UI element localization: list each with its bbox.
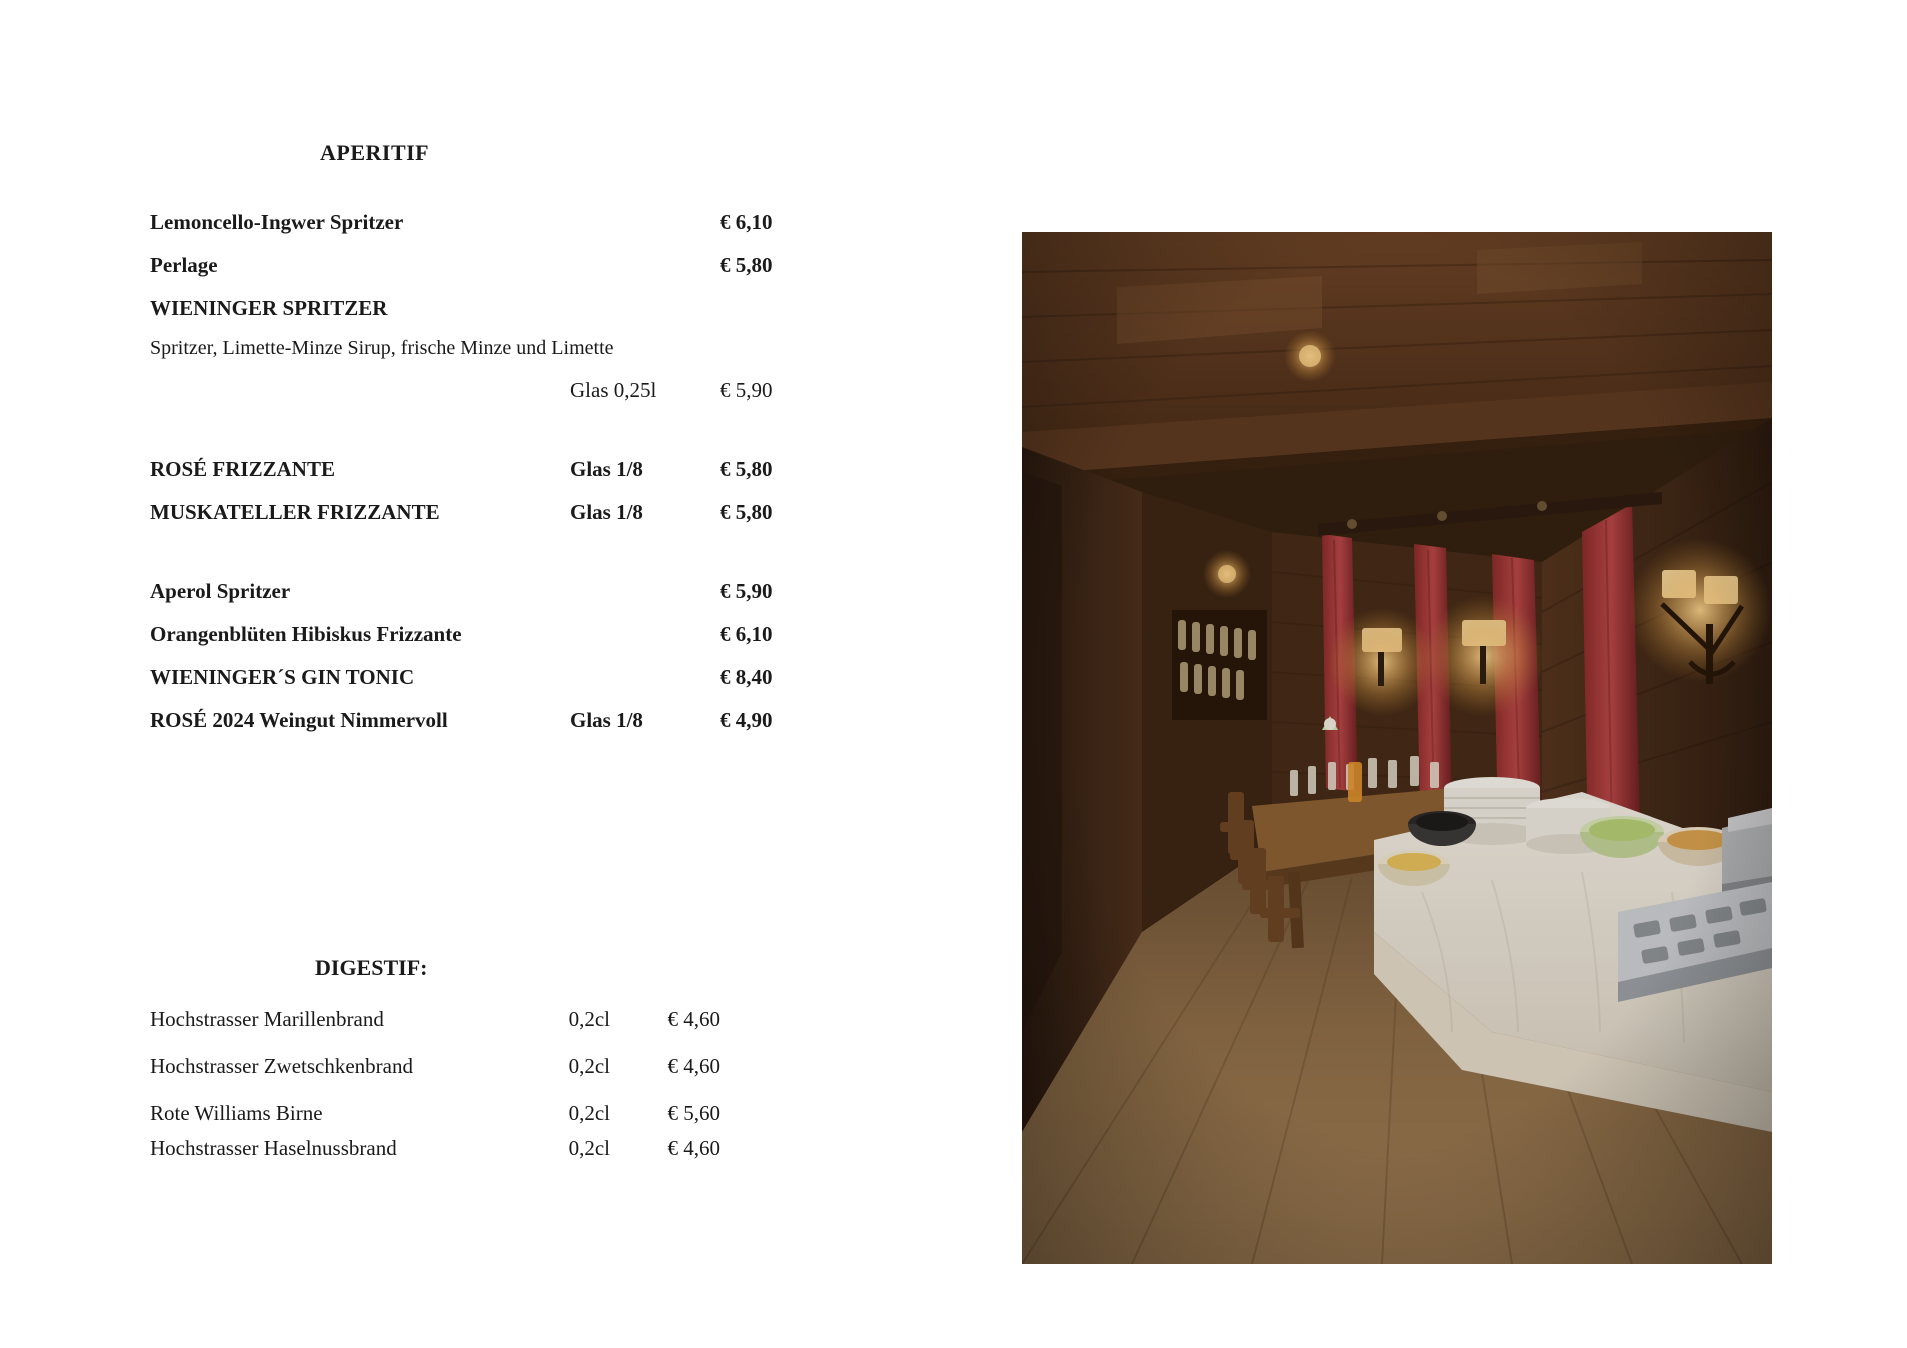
aperitif-heading: APERITIF xyxy=(320,140,430,165)
item-name: Lemoncello-Ingwer Spritzer xyxy=(150,210,404,234)
item-name: Aperol Spritzer xyxy=(150,579,291,603)
item-name: WIENINGER SPRITZER xyxy=(150,296,388,320)
item-price: € 5,60 xyxy=(667,1101,720,1125)
item-name: Hochstrasser Haselnussbrand xyxy=(150,1136,397,1160)
digestif-heading: DIGESTIF: xyxy=(315,955,428,980)
item-measure: Glas 1/8 xyxy=(570,500,643,524)
menu-row xyxy=(150,459,910,480)
menu-row xyxy=(150,624,910,645)
menu-row xyxy=(150,710,910,731)
menu-row xyxy=(150,667,910,688)
item-measure: Glas 1/8 xyxy=(570,708,643,732)
item-measure: Glas 0,25l xyxy=(570,378,657,402)
item-measure: 0,2cl xyxy=(568,1101,610,1125)
item-name: Perlage xyxy=(150,253,218,277)
menu-row xyxy=(150,502,910,523)
item-name: Hochstrasser Marillenbrand xyxy=(150,1007,384,1031)
item-price: € 4,60 xyxy=(667,1054,720,1078)
item-price: € 6,10 xyxy=(720,210,773,234)
item-price: € 4,60 xyxy=(667,1007,720,1031)
item-price: € 5,80 xyxy=(720,253,773,277)
item-name: ROSÉ 2024 Weingut Nimmervoll xyxy=(150,708,448,732)
item-measure: 0,2cl xyxy=(568,1136,610,1160)
item-name: Rote Williams Birne xyxy=(150,1101,323,1125)
item-price: € 5,90 xyxy=(720,378,773,402)
item-name: MUSKATELLER FRIZZANTE xyxy=(150,500,440,524)
restaurant-interior-photo xyxy=(1022,232,1772,1264)
menu-row xyxy=(150,255,910,276)
item-measure: Glas 1/8 xyxy=(570,457,643,481)
item-name: ROSÉ FRIZZANTE xyxy=(150,457,335,481)
item-name: Hochstrasser Zwetschkenbrand xyxy=(150,1054,413,1078)
digestif-row xyxy=(150,1007,910,1032)
digestif-section xyxy=(150,955,910,1183)
item-measure: 0,2cl xyxy=(568,1007,610,1031)
aperitif-section xyxy=(150,140,910,753)
item-name: WIENINGER´S GIN TONIC xyxy=(150,665,415,689)
digestif-row xyxy=(150,1101,910,1126)
digestif-row xyxy=(150,1136,910,1161)
item-price: € 8,40 xyxy=(720,665,773,689)
item-price: € 4,90 xyxy=(720,708,773,732)
menu-row xyxy=(150,581,910,602)
spritzer-description: Spritzer, Limette-Minze Sirup, frische Minze und Limette xyxy=(150,337,614,359)
item-price: € 5,80 xyxy=(720,457,773,481)
item-measure: 0,2cl xyxy=(568,1054,610,1078)
menu-row xyxy=(150,212,910,233)
digestif-row xyxy=(150,1054,910,1079)
menu-row xyxy=(150,298,910,319)
menu-row xyxy=(150,380,910,401)
item-price: € 4,60 xyxy=(667,1136,720,1160)
item-price: € 5,90 xyxy=(720,579,773,603)
item-price: € 5,80 xyxy=(720,500,773,524)
item-name: Orangenblüten Hibiskus Frizzante xyxy=(150,622,462,646)
row-spacer xyxy=(150,545,910,581)
row-spacer xyxy=(150,423,910,459)
item-price: € 6,10 xyxy=(720,622,773,646)
